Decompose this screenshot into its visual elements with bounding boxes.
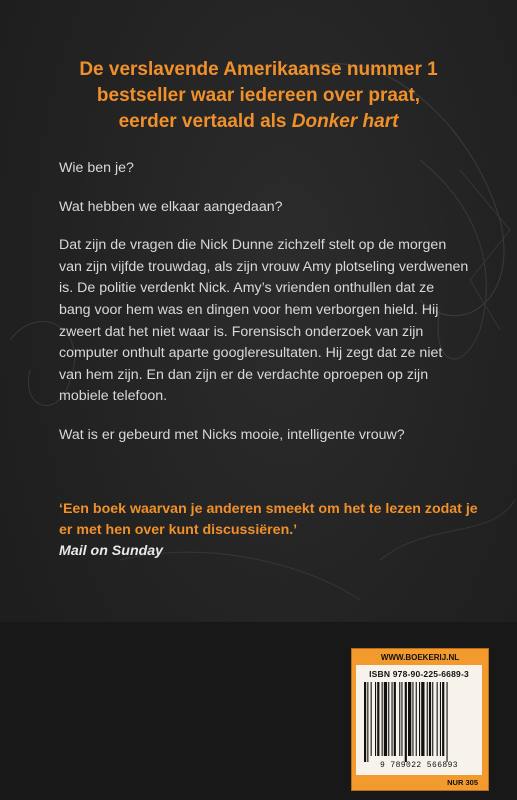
headline-line-3 bbox=[30, 109, 487, 135]
nur-code: NUR 305 bbox=[447, 778, 478, 787]
headline-prefix: eerder vertaald als bbox=[118, 111, 292, 132]
headline-book-title: Donker hart bbox=[291, 111, 399, 132]
headline-line-2: bestseller waar iedereen over praat, bbox=[96, 85, 421, 106]
blurb-paragraph-1: Wie ben je? bbox=[59, 160, 134, 176]
blurb bbox=[59, 158, 469, 464]
blurb-paragraph-2: Wat hebben we elkaar aangedaan? bbox=[59, 198, 283, 215]
headline bbox=[30, 57, 487, 135]
barcode-icon bbox=[364, 682, 476, 762]
isbn-label: ISBN 978-90-225-6689-3 bbox=[369, 669, 469, 679]
review-source: Mail on Sunday bbox=[59, 543, 164, 559]
blurb-paragraph-4: Wat is er gebeurd met Nicks mooie, intelligente vrouw? bbox=[59, 426, 405, 443]
barcode-box bbox=[351, 648, 489, 791]
barcode-digits: 9 789022 566893 bbox=[379, 761, 458, 770]
barcode-panel bbox=[356, 665, 482, 775]
review-quote: ‘Een boek waarvan je anderen smeekt om het te lezen zodat je er met hen over kunt discussiëren.’ bbox=[59, 501, 478, 538]
headline-line-1: De verslavende Amerikaanse nummer 1 bbox=[79, 59, 438, 80]
publisher-website: WWW.BOEKERIJ.NL bbox=[380, 653, 460, 662]
blurb-paragraph-3: Dat zijn de vragen die Nick Dunne zichzelf stelt op de morgen van zijn vijfde trouwdag, als zijn vrouw Amy plotseling verdwenen is. De politie verdenkt Nick. Amy’s vrienden onthullen dat ze bang voor hem was en dingen voor hem verborgen hield. Hij zweert dat het niet waar is. Forensisch onderzoek van zijn computer onthult aparte googleresultaten. Hij zegt dat ze niet van hem zijn. En dan zijn er de verdachte oproepen op zijn mobiele telefoon. bbox=[59, 237, 469, 405]
